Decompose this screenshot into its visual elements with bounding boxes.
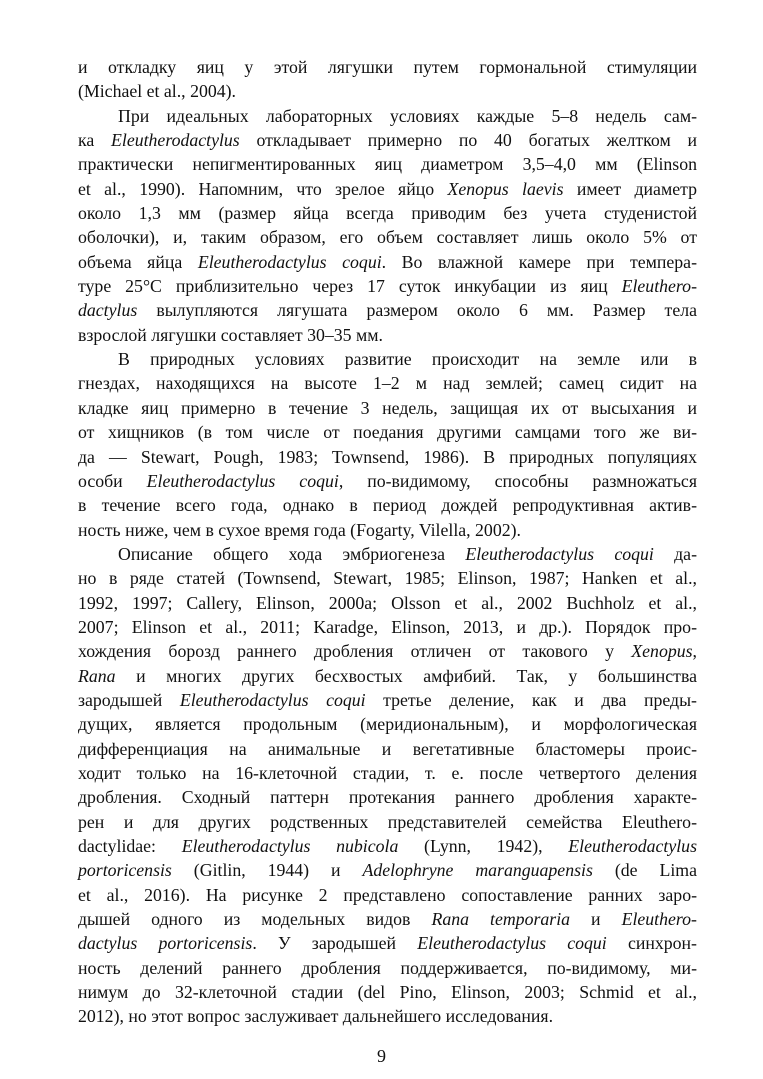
text-line	[78, 712, 697, 736]
text-line	[78, 883, 697, 907]
text-line	[78, 469, 697, 493]
text: гнездах, находящихся на высоте 1–2 м над землей; самец сидит на	[78, 373, 697, 394]
italic-text: Xenopus	[631, 641, 693, 662]
text-line	[78, 1004, 697, 1028]
text-line	[78, 79, 697, 103]
text: зародышей	[78, 689, 180, 710]
text: особи	[78, 470, 147, 491]
text-line	[78, 104, 697, 128]
text: et al., 1990). Напомним, что зрелое яйцо	[78, 178, 448, 199]
italic-text: Eleutherodactylus nubicola	[181, 836, 399, 856]
text-line	[78, 177, 697, 201]
text: и многих других бесхвостых амфибий. Так, у большинства	[115, 665, 697, 686]
text-line	[78, 956, 697, 980]
text: но в ряде статей (Townsend, Stewart, 1985; Elinson, 1987; Hanken et al.,	[78, 568, 697, 589]
text: и откладку яиц у этой лягушки путем гормональной стимуляции	[78, 57, 697, 77]
text-line	[78, 518, 697, 542]
text: дифференциация на анимальные и вегетативные бластомеры проис-	[78, 738, 697, 759]
text-line	[78, 931, 697, 955]
text: нимум до 32-клеточной стадии (del Pino, Elinson, 2003; Schmid et al.,	[78, 982, 697, 1003]
text: откладывает примерно по 40 богатых желтком и	[239, 130, 697, 151]
text-line	[78, 493, 697, 517]
page-number: 9	[377, 1046, 386, 1066]
text: да-	[653, 543, 697, 564]
text: вылупляются лягушата размером около 6 мм. Размер тела	[137, 300, 697, 321]
text-line	[78, 250, 697, 274]
italic-text: Eleuthero-	[621, 909, 697, 930]
text-line	[78, 615, 697, 639]
text: (Lynn, 1942),	[398, 836, 569, 856]
italic-text: Eleutherodactylus coqui	[146, 470, 339, 491]
italic-text: Eleuthero-	[621, 276, 697, 297]
text-line	[78, 761, 697, 785]
text: ность ниже, чем в сухое время года (Fogarty, Vilella, 2002).	[78, 519, 521, 540]
text-line	[78, 688, 697, 712]
text: дробления. Сходный паттерн протекания раннего дробления характе-	[78, 787, 697, 808]
text-line	[78, 128, 697, 152]
italic-text: Eleutherodactylus	[568, 836, 697, 856]
text-line	[78, 907, 697, 931]
text: ность делений раннего дробления поддерживается, по-видимому, ми-	[78, 957, 697, 978]
text: . У зародышей	[252, 933, 418, 954]
text-line	[78, 298, 697, 322]
text: туре 25°С приблизительно через 17 суток инкубации из яиц	[78, 276, 622, 297]
text-line	[78, 225, 697, 249]
text: дышей одного из модельных видов	[78, 909, 432, 930]
text: (de Lima	[592, 860, 697, 881]
text-line	[78, 371, 697, 395]
text: да — Stewart, Pough, 1983; Townsend, 1986). В природных популяциях	[78, 446, 697, 467]
text: ходит только на 16-клеточной стадии, т. е. после четвертого деления	[78, 762, 697, 783]
text: 2007; Elinson et al., 2011; Karadge, Elinson, 2013, и др.). Порядок про-	[78, 616, 697, 637]
text: взрослой лягушки составляет 30–35 мм.	[78, 324, 383, 345]
text: (Gitlin, 1944) и	[171, 860, 363, 881]
text: дущих, является продольным (меридиональным), и морфологическая	[78, 714, 697, 735]
italic-text: Eleutherodactylus	[111, 130, 240, 151]
text: В природных условиях развитие происходит на земле или в	[118, 349, 697, 370]
text: ка	[78, 130, 112, 151]
text: третье деление, как и два преды-	[365, 689, 697, 710]
text-line	[78, 445, 697, 469]
text-line	[78, 980, 697, 1004]
italic-text: dactylus	[78, 300, 138, 321]
text: в течение всего года, однако в период дождей репродуктивная актив-	[78, 495, 697, 516]
text: хождения борозд раннего дробления отличен от такового у	[78, 641, 632, 662]
text: синхрон-	[606, 933, 697, 954]
italic-text: dactylus portoricensis	[78, 933, 253, 954]
text-line	[78, 201, 697, 225]
text: Описание общего хода эмбриогенеза	[118, 543, 466, 564]
text: объема яйца	[78, 251, 198, 272]
text-line	[78, 323, 697, 347]
text: ,	[692, 641, 697, 662]
text-line	[78, 55, 697, 79]
paragraph	[78, 104, 697, 347]
text: имеет диаметр	[563, 178, 697, 199]
italic-text: Eleutherodactylus coqui	[465, 543, 654, 564]
italic-text: Rana temporaria	[431, 909, 571, 930]
text: оболочки), и, таким образом, его объем составляет лишь около 5% от	[78, 227, 697, 248]
page-body-text	[78, 55, 697, 1029]
text-line	[78, 810, 697, 834]
text-line	[78, 591, 697, 615]
text-line	[78, 396, 697, 420]
text-line	[78, 347, 697, 371]
text: от хищников (в том числе от поедания другими самцами того же ви-	[78, 422, 697, 443]
italic-text: Adelophryne maranguapensis	[362, 860, 593, 881]
text: dactylidae:	[78, 836, 182, 856]
text-line	[78, 274, 697, 298]
text-line	[78, 639, 697, 663]
italic-text: Eleutherodactylus coqui	[197, 251, 382, 272]
text: (Michael et al., 2004).	[78, 81, 236, 102]
text: 1992, 1997; Callery, Elinson, 2000a; Olsson et al., 2002 Buchholz et al.,	[78, 592, 697, 613]
italic-text: Rana	[78, 665, 116, 686]
paragraph	[78, 347, 697, 542]
paragraph	[78, 55, 697, 104]
text-line	[78, 737, 697, 761]
italic-text: Eleutherodactylus coqui	[417, 933, 607, 954]
italic-text: Xenopus laevis	[447, 178, 564, 199]
text: практически непигментированных яиц диаметром 3,5–4,0 мм (Elinson	[78, 154, 697, 175]
text: кладке яиц примерно в течение 3 недель, защищая их от высыхания и	[78, 397, 697, 418]
text: et al., 2016). На рисунке 2 представлено сопоставление ранних заро-	[78, 884, 697, 905]
italic-text: Eleutherodactylus coqui	[179, 689, 366, 710]
text-line	[78, 785, 697, 809]
text-line	[78, 152, 697, 176]
text: рен и для других родственных представителей семейства Eleuthero-	[78, 811, 697, 832]
text: и	[570, 909, 622, 930]
italic-text: portoricensis	[78, 860, 172, 881]
text-line	[78, 858, 697, 882]
paragraph	[78, 542, 697, 1029]
text-line	[78, 664, 697, 688]
text-line	[78, 420, 697, 444]
text: . Во влажной камере при темпера-	[381, 251, 697, 272]
text: , по-видимому, способны размножаться	[338, 470, 697, 491]
text: около 1,3 мм (размер яйца всегда приводим без учета студенистой	[78, 203, 697, 224]
text: 2012), но этот вопрос заслуживает дальнейшего исследования.	[78, 1006, 554, 1027]
text-line	[78, 834, 697, 858]
text-line	[78, 542, 697, 566]
text-line	[78, 566, 697, 590]
text: При идеальных лабораторных условиях каждые 5–8 недель сам-	[118, 105, 697, 126]
